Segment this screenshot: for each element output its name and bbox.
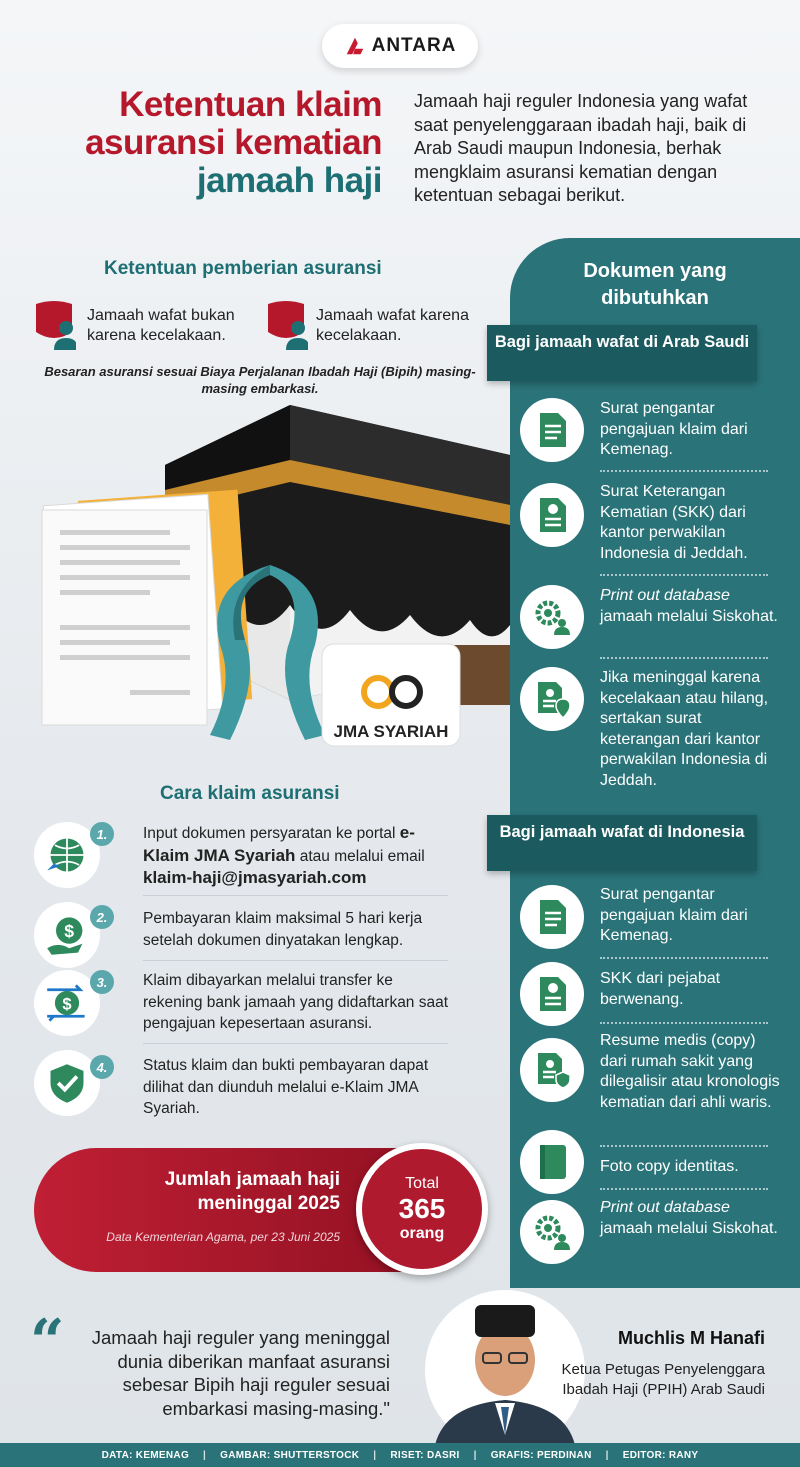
- divider: [600, 1145, 768, 1147]
- provisions-heading: Ketentuan pemberian asuransi: [104, 258, 382, 279]
- provision-1: Jamaah wafat bukan karena kecelakaan.: [87, 307, 235, 344]
- step-number-1: 1.: [90, 822, 114, 846]
- title-line-1: Ketentuan klaim: [119, 85, 382, 124]
- divider: [600, 957, 768, 959]
- svg-text:$: $: [62, 995, 72, 1014]
- saudi-doc-1: Surat pengantar pengajuan klaim dari Kemenag.: [600, 400, 748, 458]
- divider: [143, 960, 448, 961]
- document-icon: [520, 885, 584, 949]
- quote-text: Jamaah haji reguler yang meninggal dunia diberikan manfaat asuransi sebesar Bipih haji reguler sesuai embarkasi masing-masing.": [91, 1327, 390, 1419]
- person-shield-icon: [264, 300, 308, 352]
- title-line-2: asuransi kematian: [85, 123, 382, 162]
- document-location-icon: [520, 667, 584, 731]
- certificate-person-icon: [520, 962, 584, 1026]
- credit-data: DATA: KEMENAG: [101, 1449, 190, 1461]
- person-shield-icon: [32, 300, 76, 352]
- stat-label: Jumlah jamaah haji meninggal 2025: [164, 1169, 340, 1214]
- divider: [600, 1188, 768, 1190]
- stat-source: Data Kementerian Agama, per 23 Juni 2025: [106, 1230, 340, 1244]
- credit-editor: EDITOR: RANY: [622, 1449, 699, 1461]
- document-icon: [520, 398, 584, 462]
- quote-mark-icon: “: [30, 1307, 65, 1377]
- credits-footer: DATA: KEMENAG | GAMBAR: SHUTTERSTOCK | RISET: DASRI | GRAFIS: PERDINAN | EDITOR: RANY: [0, 1443, 800, 1467]
- divider: [600, 657, 768, 659]
- step-2-text: Pembayaran klaim maksimal 5 hari kerja setelah dokumen dinyatakan lengkap.: [143, 910, 423, 949]
- indonesia-doc-3: Resume medis (copy) dari rumah sakit yang dilegalisir atau kronologis kematian dari ahli waris.: [600, 1032, 780, 1111]
- indonesia-doc-2: SKK dari pejabat berwenang.: [600, 970, 721, 1008]
- saudi-header: Bagi jamaah wafat di Arab Saudi: [487, 325, 757, 381]
- gear-person-icon: [520, 1200, 584, 1264]
- credit-graphic: GRAFIS: PERDINAN: [490, 1449, 592, 1461]
- jma-syariah-logo-text: JMA SYARIAH: [333, 722, 449, 741]
- medical-document-icon: [520, 1038, 584, 1102]
- divider: [143, 895, 448, 896]
- indonesia-header: Bagi jamaah wafat di Indonesia: [487, 815, 757, 871]
- indonesia-doc-5: Print out database jamaah melalui Siskohat.: [600, 1199, 778, 1237]
- brand-name: ANTARA: [371, 35, 457, 56]
- intro-text: Jamaah haji reguler Indonesia yang wafat saat penyelenggaraan ibadah haji, baik di Arab Saudi maupun Indonesia, berhak mengklaim asuransi kematian dengan ketentuan sebagai berikut.: [414, 91, 748, 205]
- step-number-2: 2.: [90, 905, 114, 929]
- step-4-text: Status klaim dan bukti pembayaran dapat dilihat dan diunduh melalui e-Klaim JMA Syariah.: [143, 1057, 429, 1117]
- title-line-3: jamaah haji: [196, 161, 382, 200]
- divider: [143, 1043, 448, 1044]
- provision-2: Jamaah wafat karena kecelakaan.: [316, 307, 469, 344]
- step-3-text: Klaim dibayarkan melalui transfer ke rekening bank jamaah yang didaftarkan saat pengajuan kepesertaan asuransi.: [143, 972, 449, 1032]
- shield-check-icon: [34, 1050, 100, 1116]
- claim-heading: Cara klaim asuransi: [160, 783, 340, 804]
- step-number-4: 4.: [90, 1055, 114, 1079]
- speaker-role: Ketua Petugas Penyelenggara Ibadah Haji (PPIH) Arab Saudi: [561, 1361, 765, 1398]
- gear-person-icon: [520, 585, 584, 649]
- indonesia-doc-4: Foto copy identitas.: [600, 1158, 739, 1175]
- step-1-text: Input dokumen persyaratan ke portal e-Klaim JMA Syariah atau melalui email klaim-haji@jmasyariah.com: [143, 823, 425, 887]
- provision-note: Besaran asuransi sesuai Biaya Perjalanan Ibadah Haji (Bipih) masing-masing embarkasi.: [44, 364, 476, 396]
- svg-text:$: $: [64, 921, 75, 942]
- step-number-3: 3.: [90, 970, 114, 994]
- credit-research: RISET: DASRI: [390, 1449, 460, 1461]
- speaker-name: Muchlis M Hanafi: [617, 1328, 765, 1348]
- antara-logo[interactable]: [322, 24, 478, 68]
- divider: [600, 470, 768, 472]
- total-unit: orang: [399, 1225, 445, 1242]
- id-card-book-icon: [520, 1130, 584, 1194]
- antara-mark-icon: [344, 35, 366, 57]
- total-value: 365: [398, 1193, 446, 1224]
- credit-image: GAMBAR: SHUTTERSTOCK: [220, 1449, 360, 1461]
- total-label: Total: [405, 1175, 439, 1192]
- documents-heading: Dokumen yang dibutuhkan: [583, 260, 727, 309]
- divider: [600, 574, 768, 576]
- total-circle: [356, 1143, 488, 1275]
- saudi-doc-3: Print out database jamaah melalui Siskohat.: [600, 587, 778, 625]
- page-title: [20, 86, 382, 200]
- certificate-person-icon: [520, 483, 584, 547]
- saudi-doc-4: Jika meninggal karena kecelakaan atau hilang, sertakan surat keterangan dari kantor perwakilan Indonesia di Jeddah.: [600, 669, 769, 789]
- saudi-doc-2: Surat Keterangan Kematian (SKK) dari kantor perwakilan Indonesia di Jeddah.: [600, 483, 748, 562]
- indonesia-doc-1: Surat pengantar pengajuan klaim dari Kemenag.: [600, 886, 748, 944]
- divider: [600, 1022, 768, 1024]
